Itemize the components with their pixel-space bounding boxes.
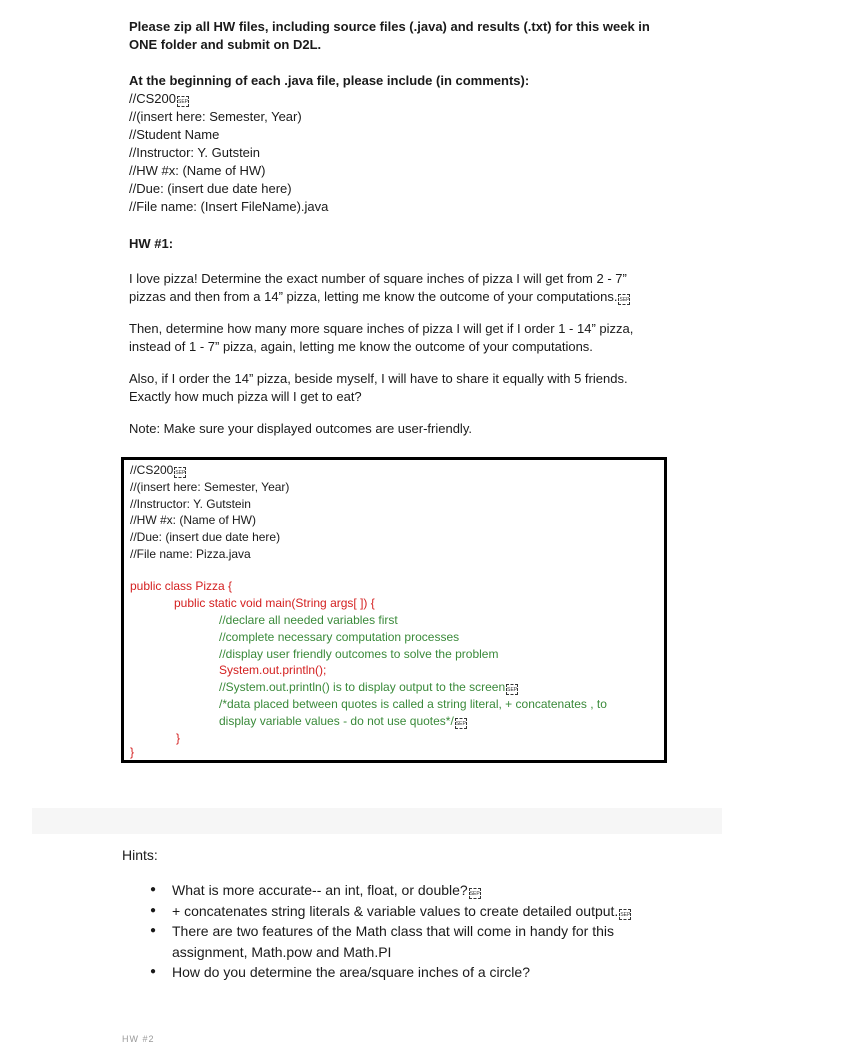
header-comments-title: At the beginning of each .java file, please include (in comments):: [129, 73, 530, 88]
code-sample-box: [121, 457, 667, 763]
code-body-comment: display variable values - do not use quotes*/ SEP: [219, 713, 466, 728]
sep-glyph-icon: SEP: [174, 467, 186, 478]
code-class-declaration: public class Pizza {: [130, 579, 233, 593]
code-inner-closing-brace: }: [176, 731, 181, 745]
next-section-stub: HW #2: [122, 1034, 155, 1044]
intro-line-1: Please zip all HW files, including source files (.java) and results (.txt) for this week in: [129, 19, 650, 34]
header-comments-block: [129, 72, 529, 216]
sep-glyph-icon: SEP: [455, 718, 467, 729]
sep-glyph-icon: SEP: [619, 909, 631, 920]
code-comment-line: //File name: Pizza.java: [130, 546, 251, 561]
page-break-band: [32, 808, 722, 834]
header-comment-line: //Due: (insert due date here): [129, 181, 292, 196]
hints-heading: Hints:: [122, 847, 158, 863]
hint-item: ● What is more accurate-- an int, float, or double? SEP: [150, 880, 690, 901]
hint-item: ● There are two features of the Math class that will come in handy for this assignment, Math.pow and Math.PI: [150, 921, 690, 962]
task-p3-line-2: Exactly how much pizza will I get to eat?: [129, 389, 362, 404]
intro-line-2: ONE folder and submit on D2L.: [129, 37, 322, 52]
code-body-comment: //display user friendly outcomes to solve the problem: [219, 646, 499, 661]
task-paragraph-3: [129, 370, 689, 406]
task-p2-line-2: instead of 1 - 7” pizza, again, letting me know the outcome of your computations.: [129, 339, 593, 354]
code-comment-line: //HW #x: (Name of HW): [130, 513, 257, 528]
code-body-comment: /*data placed between quotes is called a string literal, + concatenates , to: [219, 696, 607, 711]
code-body-comment: //declare all needed variables first: [219, 613, 398, 627]
header-comment-line: //HW #x: (Name of HW): [129, 163, 266, 178]
task-description: [129, 270, 689, 452]
code-println-statement: System.out.println();: [219, 663, 327, 678]
hint-item: ● How do you determine the area/square inches of a circle?: [150, 962, 690, 983]
hw-heading: HW #1:: [129, 236, 174, 251]
hint-item: ● + concatenates string literals & variable values to create detailed output. SEP: [150, 901, 690, 922]
code-comment-line: //Due: (insert due date here): [130, 530, 281, 545]
sep-glyph-icon: SEP: [177, 96, 189, 107]
hints-list: [150, 880, 690, 983]
code-method-body: [219, 612, 607, 730]
task-p1-line-1: I love pizza! Determine the exact number of square inches of pizza I will get from 2 - 7”: [129, 271, 627, 286]
task-note: Note: Make sure your displayed outcomes are user-friendly.: [129, 421, 472, 436]
header-comment-line: //File name: (Insert FileName).java: [129, 199, 329, 214]
code-outer-closing-brace: }: [130, 745, 135, 759]
sep-glyph-icon: SEP: [469, 888, 481, 899]
sep-glyph-icon: SEP: [618, 294, 630, 305]
header-comment-line: //Student Name: [129, 127, 220, 142]
code-main-declaration: public static void main(String args[ ]) {: [174, 596, 375, 610]
intro-instructions: [129, 18, 650, 54]
code-comment-header: [130, 462, 289, 563]
task-p3-line-1: Also, if I order the 14” pizza, beside myself, I will have to share it equally with 5 friends.: [129, 371, 628, 386]
header-comment-line: //(insert here: Semester, Year): [129, 109, 302, 124]
code-body-comment: //complete necessary computation processes: [219, 629, 460, 644]
code-comment-line: //Instructor: Y. Gutstein: [130, 496, 251, 511]
code-body-comment: //System.out.println() is to display output to the screen SEP: [219, 680, 518, 695]
task-paragraph-2: [129, 320, 689, 356]
task-paragraph-1: [129, 270, 689, 306]
task-p2-line-1: Then, determine how many more square inches of pizza I will get if I order 1 - 14” pizza,: [129, 321, 634, 336]
sep-glyph-icon: SEP: [506, 684, 518, 695]
code-comment-line: //CS200 SEP: [130, 463, 186, 477]
code-comment-line: //(insert here: Semester, Year): [130, 479, 290, 494]
header-comment-line: //Instructor: Y. Gutstein: [129, 145, 261, 160]
task-p1-line-2: pizzas and then from a 14” pizza, letting me know the outcome of your computations. SEP: [129, 289, 630, 304]
header-comment-line: //CS200 SEP: [129, 91, 188, 106]
